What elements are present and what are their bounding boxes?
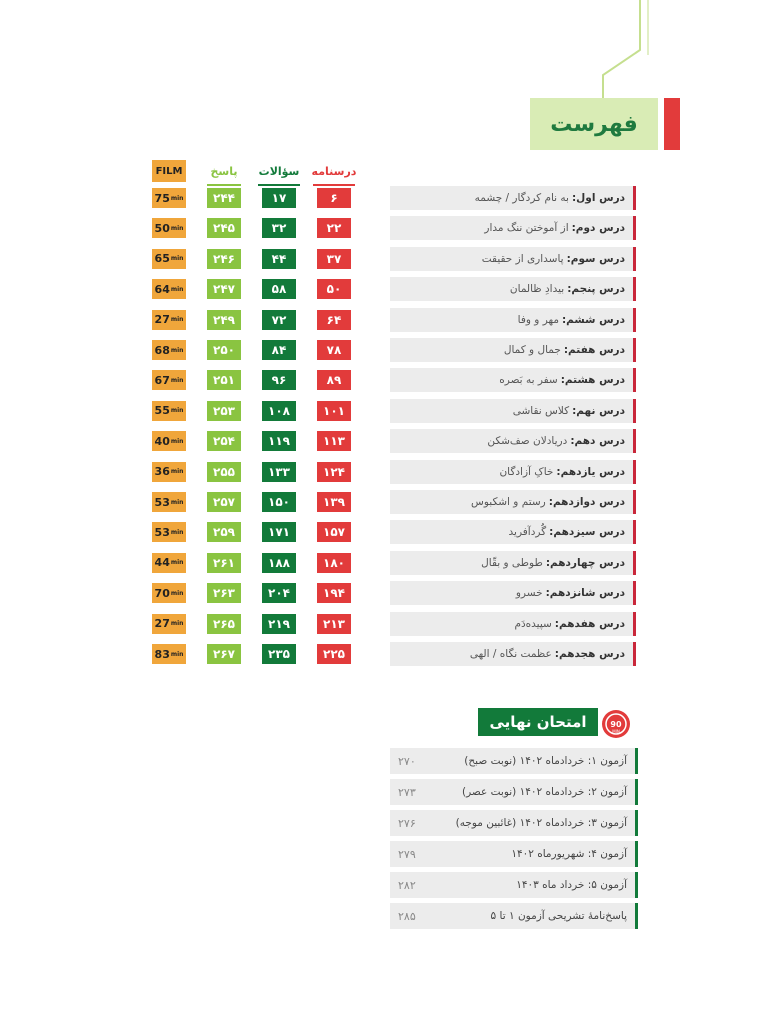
lesson-title xyxy=(390,399,636,423)
answer-page: ۲۶۵ xyxy=(207,614,241,634)
film-duration: 68 min xyxy=(152,340,186,360)
questions-page: ۱۵۰ xyxy=(262,492,296,512)
textbook-page: ۱۱۳ xyxy=(317,431,351,451)
textbook-page: ۱۰۱ xyxy=(317,401,351,421)
textbook-page: ۲۲ xyxy=(317,218,351,238)
lesson-number: درس نهم: xyxy=(572,404,625,417)
questions-page: ۲۱۹ xyxy=(262,614,296,634)
textbook-page: ۱۸۰ xyxy=(317,553,351,573)
header-film: FILM xyxy=(152,160,186,182)
film-duration: 75 min xyxy=(152,188,186,208)
textbook-page: ۱۹۴ xyxy=(317,583,351,603)
exam-page: ۲۸۵ xyxy=(398,909,416,923)
lesson-subtitle: جمال و کمال xyxy=(503,344,561,356)
lesson-subtitle: رستم و اشکبوس xyxy=(471,496,546,508)
textbook-page: ۵۰ xyxy=(317,279,351,299)
film-duration: 53 min xyxy=(152,522,186,542)
questions-page: ۳۲ xyxy=(262,218,296,238)
lesson-title xyxy=(390,429,636,453)
list-item xyxy=(390,903,638,929)
table-row xyxy=(0,583,760,607)
film-duration: 40 min xyxy=(152,431,186,451)
lesson-subtitle: به نام کردگار / چشمه xyxy=(474,192,569,204)
lesson-number: درس دوم: xyxy=(571,222,625,235)
film-duration: 27 min xyxy=(152,614,186,634)
questions-page: ۷۲ xyxy=(262,310,296,330)
answer-page: ۲۴۹ xyxy=(207,310,241,330)
table-row xyxy=(0,431,760,455)
table-row xyxy=(0,492,760,516)
answer-page: ۲۴۵ xyxy=(207,218,241,238)
decorative-lines xyxy=(0,0,760,110)
lesson-subtitle: سفر به بَصره xyxy=(499,374,558,387)
table-row xyxy=(0,370,760,394)
questions-page: ۸۴ xyxy=(262,340,296,360)
page-title: فهرست xyxy=(550,111,638,137)
lesson-title xyxy=(390,460,636,484)
film-duration: 70 min xyxy=(152,583,186,603)
textbook-page: ۱۵۷ xyxy=(317,522,351,542)
badge-text: MIN xyxy=(612,729,620,734)
lesson-subtitle: مهر و وفا xyxy=(517,313,559,326)
textbook-page: ۲۲۵ xyxy=(317,644,351,664)
table-row xyxy=(0,279,760,303)
lesson-number: درس هفدهم: xyxy=(554,617,625,630)
answer-page: ۲۵۰ xyxy=(207,340,241,360)
lesson-number: درس دهم: xyxy=(570,435,625,448)
exam-label: آزمون ۲: خردادماه ۱۴۰۲ (نوبت عصر) xyxy=(461,786,627,798)
textbook-page: ۱۲۴ xyxy=(317,462,351,482)
list-item xyxy=(390,779,638,805)
textbook-page: ۷۸ xyxy=(317,340,351,360)
lesson-title xyxy=(390,338,636,362)
list-item xyxy=(390,841,638,867)
lesson-subtitle: خسرو xyxy=(515,587,543,600)
exam-label: آزمون ۴: شهریورماه ۱۴۰۲ xyxy=(511,848,627,860)
answer-page: ۲۶۷ xyxy=(207,644,241,664)
textbook-page: ۸۹ xyxy=(317,370,351,390)
lesson-title xyxy=(390,277,636,301)
questions-page: ۴۴ xyxy=(262,249,296,269)
table-row xyxy=(0,644,760,668)
film-duration: 65 min xyxy=(152,249,186,269)
textbook-page: ۶ xyxy=(317,188,351,208)
lesson-number: درس دوازدهم: xyxy=(548,496,625,508)
questions-page: ۲۳۵ xyxy=(262,644,296,664)
lesson-subtitle: پاسداری از حقیقت xyxy=(481,252,564,265)
list-item xyxy=(390,810,638,836)
questions-page: ۱۷ xyxy=(262,188,296,208)
textbook-page: ۶۴ xyxy=(317,310,351,330)
exam-label: پاسخ‌نامۀ تشریحی آزمون ۱ تا ۵ xyxy=(490,910,627,922)
film-duration: 36 min xyxy=(152,462,186,482)
answer-page: ۲۵۴ xyxy=(207,431,241,451)
lesson-subtitle: کلاس نقاشی xyxy=(512,404,570,417)
answer-page: ۲۴۷ xyxy=(207,279,241,299)
exam-label: آزمون ۳: خردادماه ۱۴۰۲ (غائبین موجه) xyxy=(455,817,627,829)
table-row xyxy=(0,218,760,242)
film-duration: 44 min xyxy=(152,553,186,573)
film-duration: 50 min xyxy=(152,218,186,238)
header-answer: پاسخ xyxy=(207,160,241,186)
table-row xyxy=(0,340,760,364)
answer-page: ۲۵۳ xyxy=(207,401,241,421)
lesson-title xyxy=(390,551,636,575)
lesson-number: درس یازدهم: xyxy=(556,465,625,478)
lesson-subtitle: خاکِ آزادگان xyxy=(499,465,554,478)
answer-page: ۲۶۳ xyxy=(207,583,241,603)
questions-page: ۱۳۳ xyxy=(262,462,296,482)
list-item xyxy=(390,748,638,774)
lesson-subtitle: از آموختن ننگ مدار xyxy=(484,222,569,235)
lesson-title xyxy=(390,247,636,271)
exam-label: آزمون ۱: خردادماه ۱۴۰۲ (نوبت صبح) xyxy=(464,755,627,767)
table-row xyxy=(0,553,760,577)
table-row xyxy=(0,310,760,334)
textbook-page: ۱۳۹ xyxy=(317,492,351,512)
exam-page: ۲۷۳ xyxy=(398,785,416,799)
lesson-title xyxy=(390,520,636,544)
answer-page: ۲۵۱ xyxy=(207,370,241,390)
table-row xyxy=(0,462,760,486)
clock-badge-icon xyxy=(601,709,631,739)
exam-page: ۲۷۹ xyxy=(398,847,416,861)
lesson-number: درس هجدهم: xyxy=(554,648,625,660)
answer-page: ۲۴۴ xyxy=(207,188,241,208)
questions-page: ۵۸ xyxy=(262,279,296,299)
answer-page: ۲۵۹ xyxy=(207,522,241,542)
exam-page: ۲۸۲ xyxy=(398,878,416,892)
film-duration: 83 min xyxy=(152,644,186,664)
badge-number: 90 xyxy=(610,720,622,729)
questions-page: ۱۸۸ xyxy=(262,553,296,573)
lesson-title xyxy=(390,186,636,210)
exam-page: ۲۷۰ xyxy=(398,754,416,768)
lesson-number: درس هفتم: xyxy=(563,344,625,356)
answer-page: ۲۵۵ xyxy=(207,462,241,482)
film-duration: 67 min xyxy=(152,370,186,390)
film-duration: 27 min xyxy=(152,310,186,330)
final-exam-title: امتحان نهایی xyxy=(478,708,598,736)
film-duration: 64 min xyxy=(152,279,186,299)
lesson-title xyxy=(390,490,636,514)
questions-page: ۱۱۹ xyxy=(262,431,296,451)
questions-page: ۲۰۴ xyxy=(262,583,296,603)
lesson-title xyxy=(390,368,636,392)
lesson-title xyxy=(390,581,636,605)
table-row xyxy=(0,401,760,425)
table-row xyxy=(0,614,760,638)
lesson-number: درس ششم: xyxy=(561,313,625,326)
lesson-title xyxy=(390,308,636,332)
lesson-subtitle: عظمت نگاه / الهی xyxy=(469,648,552,660)
lesson-number: درس سوم: xyxy=(566,252,625,265)
lesson-number: درس پنجم: xyxy=(567,283,625,296)
lesson-number: درس سیزدهم: xyxy=(549,526,625,539)
answer-page: ۲۵۷ xyxy=(207,492,241,512)
textbook-page: ۲۱۳ xyxy=(317,614,351,634)
lesson-subtitle: بیدادِ ظالمان xyxy=(509,283,565,296)
table-row xyxy=(0,188,760,212)
lesson-subtitle: دریادلان صف‌شکن xyxy=(487,435,568,448)
film-duration: 53 min xyxy=(152,492,186,512)
lesson-title xyxy=(390,642,636,666)
questions-page: ۱۰۸ xyxy=(262,401,296,421)
title-accent-bar xyxy=(664,98,680,150)
header-questions: سؤالات xyxy=(258,160,300,186)
textbook-page: ۳۷ xyxy=(317,249,351,269)
questions-page: ۹۶ xyxy=(262,370,296,390)
film-duration: 55 min xyxy=(152,401,186,421)
table-row xyxy=(0,522,760,546)
lesson-number: درس هشتم: xyxy=(560,374,625,387)
answer-page: ۲۴۶ xyxy=(207,249,241,269)
questions-page: ۱۷۱ xyxy=(262,522,296,542)
page-title-box xyxy=(530,98,658,150)
exam-page: ۲۷۶ xyxy=(398,816,416,830)
lesson-subtitle: گُردآفرید xyxy=(508,526,547,539)
lesson-number: درس چهاردهم: xyxy=(545,556,625,569)
table-row xyxy=(0,249,760,273)
lesson-number: درس شانزدهم: xyxy=(545,587,625,600)
answer-page: ۲۶۱ xyxy=(207,553,241,573)
header-textbook: درسنامه xyxy=(313,160,355,186)
exam-label: آزمون ۵: خرداد ماه ۱۴۰۳ xyxy=(516,879,627,891)
lesson-subtitle: سپیده‌دَم xyxy=(514,617,552,630)
lesson-title xyxy=(390,612,636,636)
lesson-title xyxy=(390,216,636,240)
lesson-number: درس اول: xyxy=(571,192,625,204)
list-item xyxy=(390,872,638,898)
lesson-subtitle: طوطی و بقّال xyxy=(481,556,543,569)
